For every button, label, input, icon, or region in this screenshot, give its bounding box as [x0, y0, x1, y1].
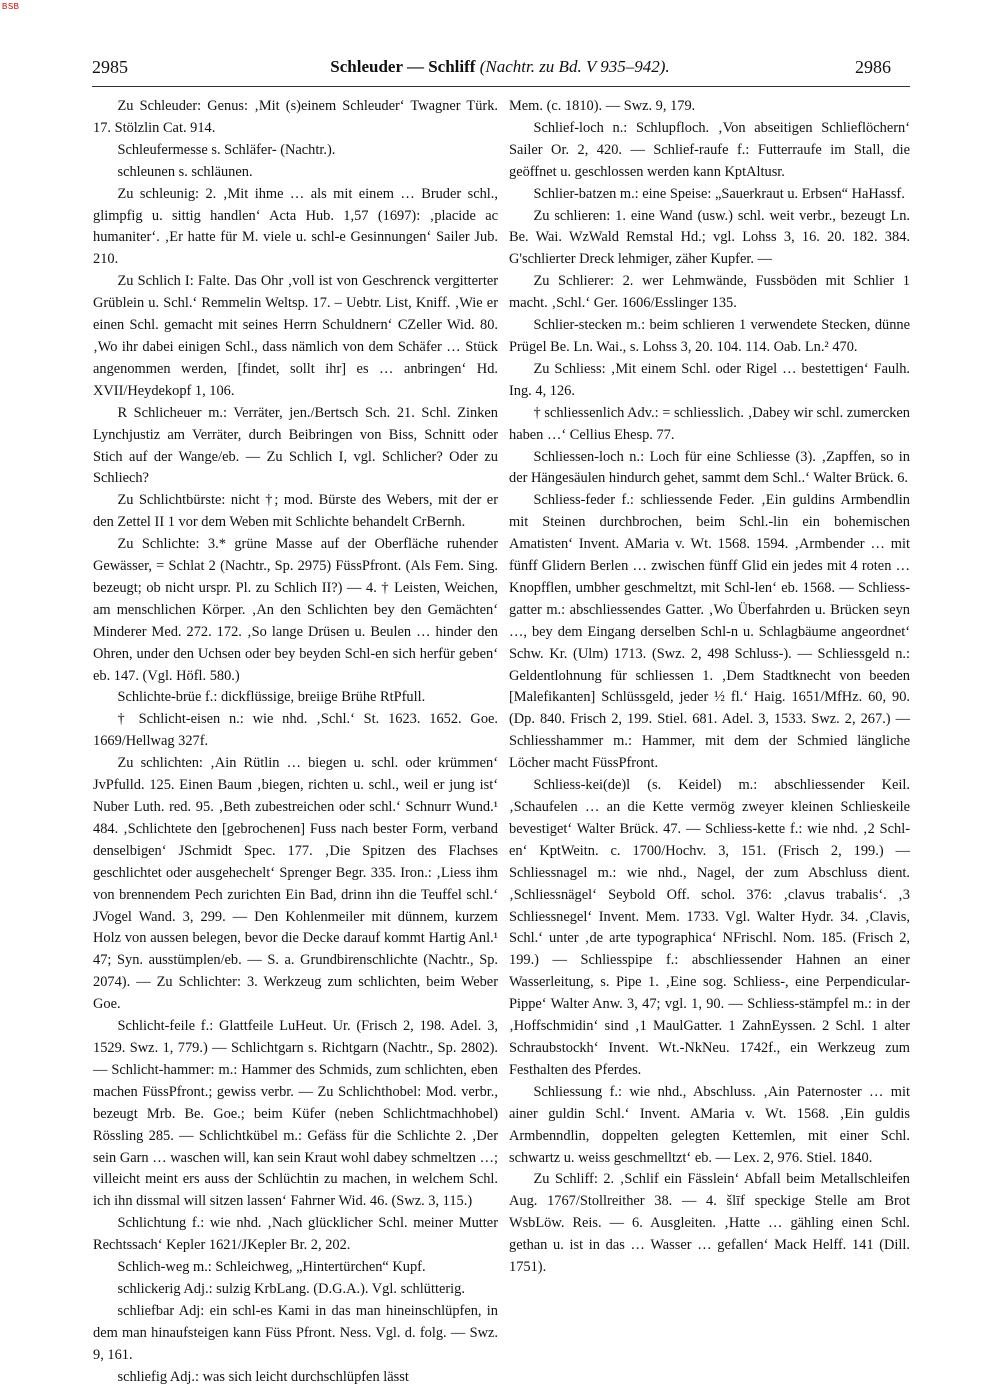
- right-column: [509, 96, 910, 1279]
- entry: Schlichtung f.: wie nhd. ‚Nach glücklicher Schl. meiner Mutter Rechtssach‘ Kepler 1621/JKepler Br. 2, 202.: [93, 1215, 498, 1254]
- entry: Zu Schlierer: 2. wer Lehmwände, Fussböden mit Schlier 1 macht. ‚Schl.‘ Ger. 1606/Esslinger 135.: [509, 273, 910, 312]
- entry: Schlichte-brüe f.: dickflüssige, breiige Brühe RtPfull.: [117, 689, 426, 706]
- entry: Schliess-feder f.: schliessende Feder. ‚Ein guldins Armbendlin mit Steinen durchbrochen, beim Schl.-lin ein bohemischen Amatisten‘ Invent. AMaria v. Wt. 1568. 1594. ‚Armbender … mit fünff Glidern Berlen … zwischen fünff Glid ein jedes mit 4 roten … Knopfflen, umbher geschmeltzt, mit Schl-len‘ eb. 1568. — Schliess-gatter m.: abschliessendes Gatter. ‚Wo Überfahrden u. Brücken seyn …, bey dem Eingang derselben Schl-n u. Schlagbäume angeordnet‘ Schw. Kr. (Ulm) 1713. (Swz. 2, 498 Schluss-). — Schliessgeld n.: Geldentlohnung für schliessen 1. ‚Dem Stadtknecht von beeden [Malefikanten] Schlüssgeld, jeder ½ fl.‘ Haig. 1651/MfHz. 60, 90. (Dp. 840. Frisch 2, 199. Stiel. 681. Adel. 3, 1533. Swz. 2, 267.) — Schliesshammer m.: Hammer, mit dem der Schmied längliche Löcher macht FüssPfront.: [509, 492, 910, 772]
- entry: † schliessenlich Adv.: = schliesslich. ‚Dabey wir schl. zumercken haben …‘ Cellius Ehesp. 77.: [509, 404, 910, 443]
- entry: Zu Schlichtbürste: nicht †; mod. Bürste des Webers, mit der er den Zettel II 1 vor dem Weben mit Schlichte behandelt CrBernh.: [93, 492, 498, 531]
- entry: Zu Schlich I: Falte. Das Ohr ‚voll ist von Geschrenck vergitterter Grüblein u. Schl.‘ Remmelin Weltsp. 17. – Uebtr. List, Kniff. ‚Wie er einen Schl. gemacht mit seines Herrn Schuldnern‘ CZeller Wid. 80. ‚Wo ihr dabei einigen Schl., dass nämlich von dem Schäfer … Stück angenommen werden, [findet, sollt ihr] es … anbringen‘ Hd. XVII/Heydekopf 1, 106.: [93, 273, 498, 399]
- entry: Schleufermesse s. Schläfer- (Nachtr.).: [117, 141, 336, 158]
- entry: Schlich-weg m.: Schleichweg, „Hintertürchen“ Kupf.: [117, 1259, 426, 1276]
- entry: Zu Schliess: ‚Mit einem Schl. oder Rigel … bestettigen‘ Faulh. Ing. 4, 126.: [509, 360, 910, 399]
- entry: Zu Schliff: 2. ‚Schlif ein Fässlein‘ Abfall beim Metallschleifen Aug. 1767/Stollreither 38. — 4. šlīf speckige Stelle am Brot WsbLöw. Reis. — 6. Ausgleiten. ‚Hatte … gähling einen Schl. gethan u. ist in das … Wasser … gefallen‘ Mack Helff. 141 (Dill. 1751).: [509, 1171, 910, 1276]
- headword-range: Schleuder — Schliff: [330, 57, 476, 76]
- entry: Zu Schleuder: Genus: ‚Mit (s)einem Schleuder‘ Twagner Türk. 17. Stölzlin Cat. 914.: [93, 98, 498, 136]
- header-rule: [92, 86, 910, 87]
- entry: Schliessung f.: wie nhd., Abschluss. ‚Ain Paternoster … mit ainer guldin Schl.‘ Invent. AMaria v. Wt. 1568. ‚Ein guldis Armbenndlin, doppelten gelegten Kettemlen, mit einer Schl. schwartz u. weiss geschmelltzt‘ eb. — Lex. 2, 976. Stiel. 1840.: [509, 1083, 910, 1166]
- page-number-right: 2986: [855, 57, 891, 77]
- entry: Schliessen-loch n.: Loch für eine Schliesse (3). ‚Zapffen, so in der Hängesäulen hindurch gehet, sammt dem Schl..‘ Walter Brück. 6.: [509, 448, 910, 487]
- library-stamp: BSB: [2, 2, 20, 11]
- entry: Schlief-loch n.: Schlupfloch. ‚Von abseitigen Schlieflöchern‘ Sailer Or. 2, 420. — Schlief-raufe f.: Futterraufe im Stall, die geöffnet u. geschlossen werden kann KptAltusr.: [509, 119, 910, 180]
- entry: schleunen s. schläunen.: [117, 163, 253, 180]
- left-column: [93, 96, 498, 1388]
- entry: † Schlicht-eisen n.: wie nhd. ‚Schl.‘ St. 1623. 1652. Goe. 1669/Hellwag 327f.: [93, 711, 498, 750]
- volume-reference: (Nachtr. zu Bd. V 935–942).: [479, 57, 670, 76]
- entry: Schlicht-feile f.: Glattfeile LuHeut. Ur. (Frisch 2, 198. Adel. 3, 1529. Swz. 1, 779.) — Schlichtgarn s. Richtgarn (Nachtr., Sp. 2802). — Schlicht-hammer: m.: Hammer des Schmids, zum schlichten, eben machen FüssPfront.; gewiss verbr. — Zu Schlichthobel: Mod. verbr., bezeugt Mrb. Be. Goe.; beim Küfer (neben Schlichtmachhobel) Rössling 285. — Schlichtkübel m.: Gefäss für die Schlichte 2. ‚Der sein Garn … waschen will, kan sein Kraut wohl dabey schmeltzen …; villeicht meint ers auss der Schlüchtin zu machen, in welchem Schl. ich ihn dissmal will sitzen lassen‘ Fahrner Wid. 46. (Swz. 3, 115.): [93, 1018, 498, 1210]
- entry: Schlier-stecken m.: beim schlieren 1 verwendete Stecken, dünne Prügel Be. Ln. Wai., s. Lohss 3, 20. 104. 114. Oab. Ln.² 470.: [509, 317, 910, 355]
- entry: R Schlicheuer m.: Verräter, jen./Bertsch Sch. 21. Schl. Zinken Lynchjustiz am Verräter, durch Beibringen von Biss, Schnitt oder Stich auf der Wange/eb. — Zu Schlich I, vgl. Schlicher? Oder zu Schliech?: [93, 404, 498, 487]
- entry: schliefig Adj.: was sich leicht durchschlüpfen lässt: [117, 1368, 409, 1385]
- entry: Zu schlichten: ‚Ain Rütlin … biegen u. schl. oder krümmen‘ JvPfulld. 125. Einen Baum ‚biegen, richten u. schl., weil er jung ist‘ Nuber Luth. red. 95. ‚Beth zubestreichen oder schl.‘ Schnurr Wund.¹ 484. ‚Schlichtete den [gebrochenen] Fuss nach bester Form, verband denselbigen‘ JSchmidt Spec. 177. ‚Die Spitzen des Flachses geschlichtet oder ausgehechelt‘ Sprenger Begr. 335. Iron.: ‚Liess ihm von brennendem Pech zurichten Ein Bad, drinn ihn die Teuffel schl.‘ JVogel Wand. 3, 299. — Den Kohlenmeiler mit dünnem, kurzem Holz von aussen belegen, bevor die Decke darauf kommt Hartig Anl.¹ 47; Syn. ausstümplen/eb. — S. a. Grundbirenschlichte (Nachtr., Sp. 2074). — Zu Schlichter: 3. Werkzeug zum schlichten, beim Weber Goe.: [93, 755, 498, 1013]
- entry: Zu Schlichte: 3.* grüne Masse auf der Oberfläche ruhender Gewässer, = Schlat 2 (Nachtr., Sp. 2975) FüssPfront. (Als Fem. Sing. bezeugt; ob nicht urspr. Pl. zu Schlich II?) — 4. † Leisten, Weichen, am menschlichen Körper. ‚An den Schlichten bey den Gemächten‘ Minderer Med. 272. 172. ‚So lange Drüsen u. Beulen … hinder den Ohren, under den Uchsen oder bey beyden Schl-en sich herfür geben‘ eb. 147. (Vgl. Höfl. 580.): [93, 536, 498, 684]
- entry: Schliess-kei(de)l (s. Keidel) m.: abschliessender Keil. ‚Schaufelen … an die Kette vermög zweyer kleinen Schlieskeile bevestiget‘ Walter Brück. 47. — Schliess-kette f.: wie nhd. ‚2 Schl-en‘ KptWeitn. c. 1700/Hochv. 3, 151. (Frisch 2, 199.) — Schliessnagel m.: wie nhd., Nagel, der zum Abschluss dient. ‚Schliessnägel‘ Seybold Off. schol. 376: ‚clavus trabalis‘. ‚3 Schliessnegel‘ Invent. Mem. 1733. Vgl. Walter Hydr. 34. ‚Clavis, Schl.‘ unter ‚de arte typographica‘ NFrischl. Nom. 185. (Frisch 2, 199.) — Schliesspipe f.: abschliessender Hahnen an einer Wasserleitung, s. Pipe 1. ‚Eine sog. Schliess-, eine Perpendicular-Pippe‘ Walter Anw. 3, 47; vgl. 1, 90. — Schliess-stämpfel m.: in der ‚Hoffschmidin‘ sind ‚1 MaulGatter. 1 ZahnEyssen. 2 Schl. 1 alter Schraubstockh‘ Invent. Wt.-NkNeu. 1742f., ein Werkzeug zum Festhalten des Pferdes.: [509, 777, 910, 1078]
- entry: schliefbar Adj: ein schl-es Kami in das man hineinschlüpfen, in dem man hinaufsteigen kann Füss Pfront. Ness. Vgl. d. folg. — Swz. 9, 161.: [93, 1302, 498, 1363]
- entry: schlickerig Adj.: sulzig KrbLang. (D.G.A.). Vgl. schlütterig.: [117, 1280, 465, 1297]
- entry: Zu schlieren: 1. eine Wand (usw.) schl. weit verbr., bezeugt Ln. Be. Wai. WzWald Remstal Hd.; vgl. Lohss 3, 16. 20. 182. 384. G'schlierter Dreck lehmiger, zäher Kupfer. —: [509, 207, 910, 268]
- entry: Schlier-batzen m.: eine Speise: „Sauerkraut u. Erbsen“ HaHassf.: [533, 185, 905, 202]
- entry-continuation: Mem. (c. 1810). — Swz. 9, 179.: [509, 98, 696, 114]
- page-number-left: 2985: [92, 57, 128, 77]
- running-head: [0, 57, 1000, 77]
- entry: Zu schleunig: 2. ‚Mit ihme … als mit einem … Bruder schl., glimpfig u. sittig handlen‘ Acta Hub. 1,57 (1697): ‚placide ac humaniter‘. ‚Er hatte für M. viele u. schl-e Gesinnungen‘ Sailer Jub. 210.: [93, 185, 498, 268]
